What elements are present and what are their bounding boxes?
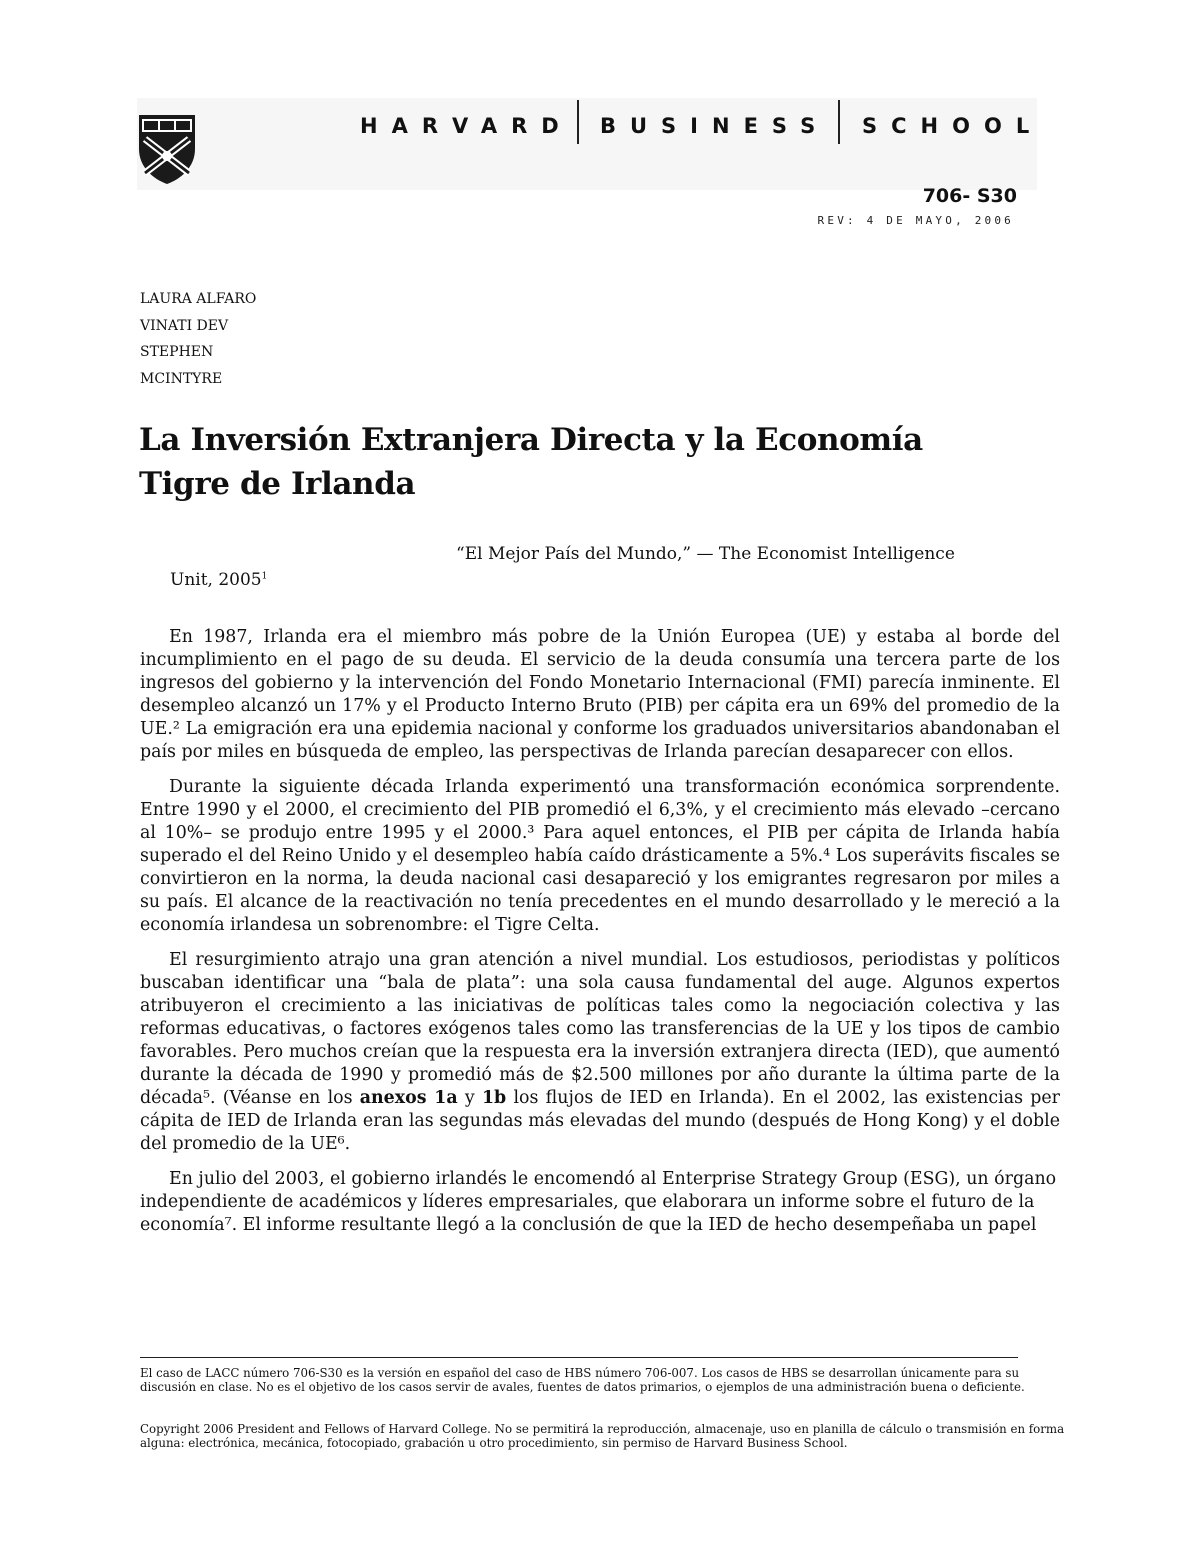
header-word-harvard — [360, 108, 573, 144]
epigraph-source — [170, 567, 1040, 593]
footnote-divider — [140, 1357, 1018, 1358]
paragraph-text: El resurgimiento atrajo una gran atención a nivel mundial. Los estudiosos, periodistas y políticos buscaban identificar una “bala de plata”: una sola causa fundamental del auge. Algunos expertos atribuyeron el crecimiento a las iniciativas de políticas tales como la negociación colectiva y las reformas educativas, o factores exógenos tales como las transferencias de la UE y los tipos de cambio favorables. Pero muchos creían que la respuesta era la inversión extranjera directa (IED), que aumentó durante la década de 1990 y promedió más de $2.500 millones por año durante la última parte de la década⁵. (Véanse en los — [140, 950, 1060, 1108]
author-name: MCINTYRE — [140, 370, 223, 387]
header-separator — [577, 100, 579, 144]
paragraph — [140, 949, 1060, 1156]
author-name: LAURA ALFARO — [140, 291, 257, 307]
author-name: STEPHEN — [140, 344, 214, 360]
annex-reference: anexos 1a — [359, 1088, 458, 1108]
title-line: La Inversión Extranjera Directa y la Economía — [139, 422, 923, 458]
epigraph — [170, 541, 1040, 593]
header-word-school — [862, 108, 1043, 144]
case-note: El caso de LACC número 706-S30 es la versión en español del caso de HBS número 706-007. Los casos de HBS se desarrollan únicamente para su discusión en clase. No es el objetivo de los casos servir de avales, fuentes de datos primarios, o ejemplos de una administración buena o deficiente. — [140, 1366, 1025, 1394]
paragraph-text: los flujos de IED en Irlanda). En el 2002, las existencias per cápita de IED de Irlanda eran las segundas más elevadas del mundo (después de Hong Kong) y el doble del promedio de la UE⁶. — [140, 1088, 1060, 1154]
author-name: VINATI DEV — [140, 317, 229, 334]
title-line: Tigre de Irlanda — [139, 466, 416, 502]
body-text — [140, 626, 1060, 1237]
document-title — [139, 418, 1039, 506]
epigraph-quote: “El Mejor País del Mundo,” — The Economist Intelligence — [456, 544, 955, 564]
footnote-marker: 1 — [261, 571, 268, 582]
paragraph-text: y — [457, 1088, 482, 1108]
copyright-notice: Copyright 2006 President and Fellows of Harvard College. No se permitirá la reproducción, almacenaje, uso en planilla de cálculo o transmisión en forma alguna: electrónica, mecánica, fotocopiado, grabación u otro procedimiento, sin permiso de Harvard Business School. — [140, 1422, 1065, 1450]
business-text: BUSINESS — [600, 114, 830, 138]
paragraph: En 1987, Irlanda era el miembro más pobre de la Unión Europea (UE) y estaba al borde del incumplimiento en el pago de su deuda. El servicio de la deuda consumía una tercera parte de los ingresos del gobierno y la intervención del Fondo Monetario Internacional (FMI) parecía inminente. El desempleo alcanzó un 17% y el Producto Interno Bruto (PIB) per cápita era un 69% del promedio de la UE.² La emigración era una epidemia nacional y conforme los graduados universitarios abandonaban el país por miles en búsqueda de empleo, las perspectivas de Irlanda parecían desaparecer con ellos. — [140, 627, 1060, 762]
revision-date: REV: 4 DE MAYO, 2006 — [817, 214, 1014, 227]
paragraph: En julio del 2003, el gobierno irlandés le encomendó al Enterprise Strategy Group (ESG), un órgano independiente de académicos y líderes empresariales, que elaborara un informe sobre el futuro de la economía⁷. El informe resultante llegó a la conclusión de que la IED de hecho desempeñaba un papel — [140, 1169, 1057, 1235]
header-separator — [838, 100, 840, 144]
case-number: 706- S30 — [922, 185, 1017, 207]
annex-reference: 1b — [481, 1088, 507, 1108]
harvard-text: HARVARD — [360, 114, 573, 138]
header-word-business — [600, 108, 829, 144]
school-text: SCHOOL — [862, 114, 1044, 138]
paragraph: Durante la siguiente década Irlanda experimentó una transformación económica sorprendente. Entre 1990 y el 2000, el crecimiento del PIB promedió el 6,3%, y el crecimiento más elevado –cercano al 10%– se produjo entre 1995 y el 2000.³ Para aquel entonces, el PIB per cápita de Irlanda había superado el del Reino Unido y el desempleo había caído drásticamente a 5%.⁴ Los superávits fiscales se convirtieron en la norma, la deuda nacional casi desapareció y los emigrantes regresaron por miles a su país. El alcance de la reactivación no tenía precedentes en el mundo desarrollado y le mereció a la economía irlandesa un sobrenombre: el Tigre Celta. — [140, 777, 1060, 935]
author-list — [140, 286, 256, 392]
epigraph-source-text: Unit, 2005 — [170, 570, 262, 590]
hbs-shield-logo — [137, 113, 197, 185]
